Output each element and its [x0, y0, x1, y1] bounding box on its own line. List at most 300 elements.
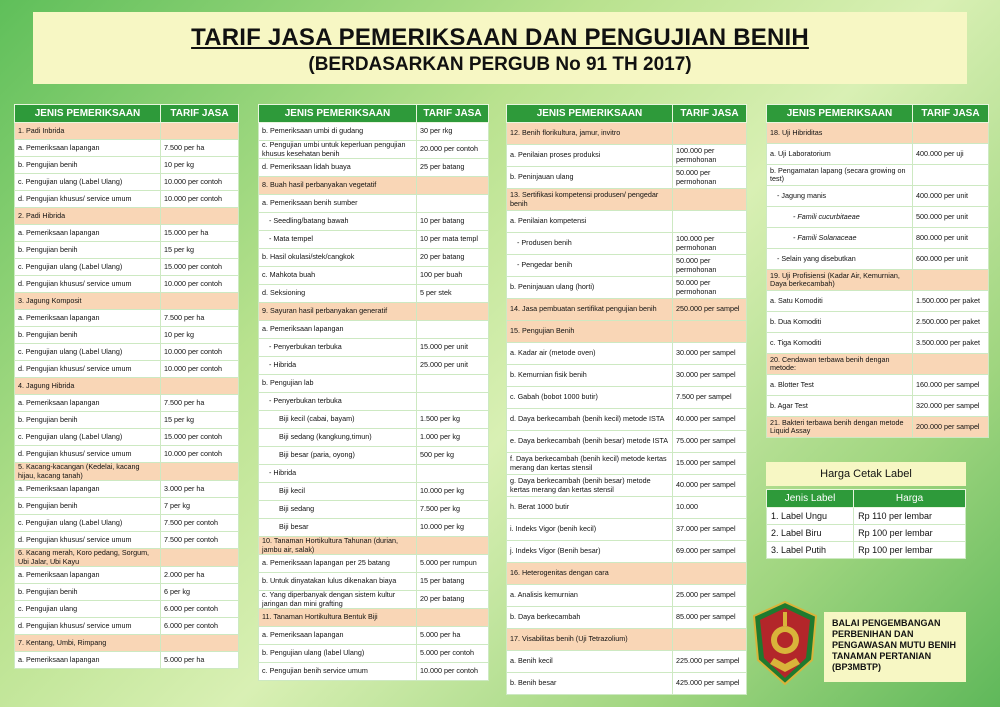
item-label: d. Pengujian khusus/ service umum [15, 276, 161, 293]
item-tariff [161, 378, 239, 395]
item-label: a. Analisis kemurnian [507, 585, 673, 607]
item-label: c. Pengujian ulang (Label Ulang) [15, 344, 161, 361]
item-label: d. Pengujian khusus/ service umum [15, 532, 161, 549]
item-label: e. Daya berkecambah (benih besar) metode ISTA [507, 431, 673, 453]
section-row [15, 549, 239, 567]
item-label: Biji besar [259, 519, 417, 537]
item-label: - Hibrida [259, 465, 417, 483]
item-tariff: 15.000 per unit [417, 339, 489, 357]
tariff-table [766, 104, 989, 438]
item-label: b. Daya berkecambah [507, 607, 673, 629]
item-tariff: 600.000 per unit [913, 249, 989, 270]
table-row [259, 213, 489, 231]
item-tariff: 50.000 per permohonan [673, 277, 747, 299]
item-tariff: 25 per batang [417, 159, 489, 177]
table-row [259, 321, 489, 339]
item-tariff: 160.000 per sampel [913, 375, 989, 396]
item-label: b. Pengujian benih [15, 327, 161, 344]
item-tariff: 10 per kg [161, 327, 239, 344]
table-row [259, 519, 489, 537]
item-label: 19. Uji Profisiensi (Kadar Air, Kemurnian, Daya berkecambah) [767, 270, 913, 291]
item-label: a. Pemeriksaan lapangan [259, 321, 417, 339]
item-label: Biji kecil (cabai, bayam) [259, 411, 417, 429]
item-tariff: 7.500 per ha [161, 395, 239, 412]
province-emblem-icon [748, 598, 822, 688]
item-label: a. Pemeriksaan lapangan [15, 310, 161, 327]
table-row [507, 277, 747, 299]
item-tariff: 30.000 per sampel [673, 365, 747, 387]
institution-line: TANAMAN PERTANIAN [832, 651, 932, 661]
table-row [15, 446, 239, 463]
table-row [507, 387, 747, 409]
item-tariff [673, 211, 747, 233]
item-label: a. Pemeriksaan benih sumber [259, 195, 417, 213]
item-tariff: 6.000 per contoh [161, 601, 239, 618]
item-label: d. Pengujian khusus/ service umum [15, 191, 161, 208]
item-label: 16. Heterogenitas dengan cara [507, 563, 673, 585]
item-label: 20. Cendawan terbawa benih dengan metode: [767, 354, 913, 375]
item-tariff [417, 303, 489, 321]
table-header-tarif: TARIF JASA [673, 105, 747, 123]
item-label: 11. Tanaman Hortikultura Bentuk Biji [259, 609, 417, 627]
item-tariff: 7.500 per ha [161, 310, 239, 327]
item-tariff: 5.000 per rumpun [417, 555, 489, 573]
item-label: 7. Kentang, Umbi, Rimpang [15, 635, 161, 652]
item-label: c. Yang diperbanyak dengan sistem kultur jaringan dan mini grafting [259, 591, 417, 609]
item-label: - Selain yang disebutkan [767, 249, 913, 270]
item-label: b. Kemurnian fisik benih [507, 365, 673, 387]
item-label: c. Mahkota buah [259, 267, 417, 285]
tariff-column-4 [766, 104, 988, 438]
label-row [767, 542, 966, 559]
item-tariff: 1.500.000 per paket [913, 291, 989, 312]
item-tariff [161, 549, 239, 567]
item-label: a. Pemeriksaan lapangan [259, 627, 417, 645]
item-label: b. Pengujian benih [15, 412, 161, 429]
item-tariff [417, 537, 489, 555]
label-price-table [766, 489, 966, 559]
item-tariff: 5.000 per contoh [417, 645, 489, 663]
table-row [259, 267, 489, 285]
item-label: b. Peninjauan ulang (horti) [507, 277, 673, 299]
tariff-table [506, 104, 747, 695]
item-label: - Famili Solanaceae [767, 228, 913, 249]
item-label: i. Indeks Vigor (benih kecil) [507, 519, 673, 541]
item-tariff: 10 per kg [161, 157, 239, 174]
item-label: 12. Benih florikultura, jamur, invitro [507, 123, 673, 145]
item-label: 4. Jagung Hibrida [15, 378, 161, 395]
item-label: - Hibrida [259, 357, 417, 375]
item-tariff [417, 465, 489, 483]
section-row [507, 189, 747, 211]
label-price-box [766, 462, 966, 559]
table-row [507, 453, 747, 475]
table-row [507, 585, 747, 607]
item-tariff: 225.000 per sampel [673, 651, 747, 673]
table-row [15, 259, 239, 276]
table-row [15, 140, 239, 157]
table-row [15, 532, 239, 549]
item-tariff: 7.500 per contoh [161, 532, 239, 549]
section-row [507, 629, 747, 651]
item-tariff: 800.000 per unit [913, 228, 989, 249]
tariff-table [258, 104, 489, 681]
table-row [15, 344, 239, 361]
item-label: a. Pemeriksaan lapangan per 25 batang [259, 555, 417, 573]
table-row [767, 165, 989, 186]
item-tariff [673, 321, 747, 343]
item-tariff: 40.000 per sampel [673, 475, 747, 497]
item-tariff: 7.500 per contoh [161, 515, 239, 532]
table-row [507, 409, 747, 431]
item-label: b. Pemeriksaan umbi di gudang [259, 123, 417, 141]
item-tariff [161, 463, 239, 481]
item-label: Biji besar (paria, oyong) [259, 447, 417, 465]
item-tariff: 7.500 per ha [161, 140, 239, 157]
table-row [15, 361, 239, 378]
table-row [767, 375, 989, 396]
item-label: b. Dua Komoditi [767, 312, 913, 333]
table-row [15, 481, 239, 498]
table-row [259, 411, 489, 429]
item-label: - Penyerbukan terbuka [259, 339, 417, 357]
item-tariff: 30 per rkg [417, 123, 489, 141]
item-tariff: 20.000 per contoh [417, 141, 489, 159]
table-row [259, 285, 489, 303]
item-label: 3. Jagung Komposit [15, 293, 161, 310]
section-row [259, 303, 489, 321]
table-row [259, 357, 489, 375]
table-row [767, 186, 989, 207]
item-tariff: 320.000 per sampel [913, 396, 989, 417]
item-tariff: 10.000 per contoh [417, 663, 489, 681]
item-label: b. Pengujian lab [259, 375, 417, 393]
section-row [15, 635, 239, 652]
table-row [507, 145, 747, 167]
item-label: - Famili cucurbitaeae [767, 207, 913, 228]
item-label: b. Agar Test [767, 396, 913, 417]
table-header-tarif: TARIF JASA [913, 105, 989, 123]
section-row [507, 123, 747, 145]
item-label: c. Pengujian ulang (Label Ulang) [15, 515, 161, 532]
item-label: b. Pengujian benih [15, 584, 161, 601]
item-tariff: 10.000 per kg [417, 519, 489, 537]
table-header-tarif: TARIF JASA [417, 105, 489, 123]
item-label: a. Pemeriksaan lapangan [15, 225, 161, 242]
section-row [259, 609, 489, 627]
item-tariff: 15.000 per ha [161, 225, 239, 242]
item-tariff [913, 123, 989, 144]
label-name: 1. Label Ungu [767, 508, 854, 525]
table-row [259, 465, 489, 483]
item-tariff: 10.000 per contoh [161, 361, 239, 378]
institution-line: PENGAWASAN MUTU BENIH [832, 640, 957, 650]
item-label: 14. Jasa pembuatan sertifikat pengujian benih [507, 299, 673, 321]
table-row [507, 497, 747, 519]
item-tariff: 5 per stek [417, 285, 489, 303]
table-row [15, 618, 239, 635]
item-tariff: 500.000 per unit [913, 207, 989, 228]
section-row [15, 378, 239, 395]
table-header-jenis: JENIS PEMERIKSAAN [15, 105, 161, 123]
item-tariff [673, 189, 747, 211]
item-tariff: 400.000 per uji [913, 144, 989, 165]
item-label: a. Pemeriksaan lapangan [15, 567, 161, 584]
table-row [15, 412, 239, 429]
item-tariff [417, 375, 489, 393]
item-label: j. Indeks Vigor (Benih besar) [507, 541, 673, 563]
table-row [259, 555, 489, 573]
item-label: - Seedling/batang bawah [259, 213, 417, 231]
item-tariff: 10.000 per contoh [161, 276, 239, 293]
table-row [767, 333, 989, 354]
page-title: TARIF JASA PEMERIKSAAN DAN PENGUJIAN BENIH [191, 24, 809, 51]
item-tariff [417, 393, 489, 411]
item-label: b. Pengujian ulang (label Ulang) [259, 645, 417, 663]
item-label: d. Pengujian khusus/ service umum [15, 361, 161, 378]
section-row [15, 293, 239, 310]
table-header-jenis: JENIS PEMERIKSAAN [259, 105, 417, 123]
table-row [259, 159, 489, 177]
item-label: 5. Kacang-kacangan (Kedelai, kacang hijau, kacang tanah) [15, 463, 161, 481]
item-tariff [913, 354, 989, 375]
item-tariff: 15.000 per contoh [161, 259, 239, 276]
table-row [507, 519, 747, 541]
table-row [507, 651, 747, 673]
table-row [259, 231, 489, 249]
section-row [767, 354, 989, 375]
item-tariff [913, 270, 989, 291]
item-label: 15. Pengujian Benih [507, 321, 673, 343]
item-tariff: 500 per kg [417, 447, 489, 465]
label-head-harga: Harga [854, 490, 966, 508]
item-tariff: 425.000 per sampel [673, 673, 747, 695]
section-row [15, 208, 239, 225]
item-tariff: 6 per kg [161, 584, 239, 601]
item-label: a. Pemeriksaan lapangan [15, 481, 161, 498]
item-tariff: 10.000 [673, 497, 747, 519]
item-tariff: 2.500.000 per paket [913, 312, 989, 333]
section-row [259, 177, 489, 195]
item-tariff: 20 per batang [417, 591, 489, 609]
item-label: 6. Kacang merah, Koro pedang, Sorgum, Ubi Jalar, Ubi Kayu [15, 549, 161, 567]
table-row [15, 225, 239, 242]
item-tariff: 37.000 per sampel [673, 519, 747, 541]
table-header-tarif: TARIF JASA [161, 105, 239, 123]
item-label: 9. Sayuran hasil perbanyakan generatif [259, 303, 417, 321]
item-tariff: 7.500 per kg [417, 501, 489, 519]
item-tariff: 50.000 per permohonan [673, 167, 747, 189]
table-row [767, 396, 989, 417]
table-row [767, 249, 989, 270]
item-tariff [417, 321, 489, 339]
table-header-jenis: JENIS PEMERIKSAAN [507, 105, 673, 123]
item-tariff: 2.000 per ha [161, 567, 239, 584]
table-row [15, 515, 239, 532]
item-tariff: 1.000 per kg [417, 429, 489, 447]
item-label: 8. Buah hasil perbanyakan vegetatif [259, 177, 417, 195]
item-tariff: 15.000 per contoh [161, 429, 239, 446]
item-label: Biji kecil [259, 483, 417, 501]
table-row [259, 447, 489, 465]
item-tariff: 10 per batang [417, 213, 489, 231]
item-label: 17. Visabilitas benih (Uji Tetrazolium) [507, 629, 673, 651]
tariff-column-1 [14, 104, 238, 669]
item-tariff: 85.000 per sampel [673, 607, 747, 629]
item-label: a. Pemeriksaan lapangan [15, 395, 161, 412]
item-label: a. Penilaian proses produksi [507, 145, 673, 167]
table-row [259, 393, 489, 411]
table-row [15, 498, 239, 515]
table-row [507, 167, 747, 189]
item-label: - Penyerbukan terbuka [259, 393, 417, 411]
table-row [507, 673, 747, 695]
item-tariff: 15.000 per sampel [673, 453, 747, 475]
tariff-table [14, 104, 239, 669]
section-row [767, 417, 989, 438]
item-label: b. Benih besar [507, 673, 673, 695]
item-label: b. Hasil okulasi/stek/cangkok [259, 249, 417, 267]
table-row [259, 501, 489, 519]
table-row [15, 429, 239, 446]
item-tariff [161, 208, 239, 225]
label-price: Rp 100 per lembar [854, 542, 966, 559]
table-row [259, 483, 489, 501]
table-row [767, 228, 989, 249]
item-tariff: 400.000 per unit [913, 186, 989, 207]
item-label: a. Kadar air (metode oven) [507, 343, 673, 365]
table-row [15, 395, 239, 412]
item-tariff: 10.000 per contoh [161, 446, 239, 463]
item-tariff: 40.000 per sampel [673, 409, 747, 431]
item-label: - Produsen benih [507, 233, 673, 255]
item-label: - Pengedar benih [507, 255, 673, 277]
item-label: c. Pengujian benih service umum [259, 663, 417, 681]
table-row [507, 211, 747, 233]
item-tariff [161, 123, 239, 140]
item-tariff: 30.000 per sampel [673, 343, 747, 365]
item-label: a. Pemeriksaan lapangan [15, 652, 161, 669]
table-row [507, 233, 747, 255]
item-label: 21. Bakteri terbawa benih dengan metode Liquid Assay [767, 417, 913, 438]
section-row [767, 270, 989, 291]
table-row [767, 312, 989, 333]
table-row [15, 567, 239, 584]
item-label: c. Tiga Komoditi [767, 333, 913, 354]
institution-box [824, 612, 966, 682]
item-tariff [161, 293, 239, 310]
section-row [15, 123, 239, 140]
tariff-column-2 [258, 104, 488, 681]
label-price: Rp 110 per lembar [854, 508, 966, 525]
item-tariff: 7.500 per sampel [673, 387, 747, 409]
label-row [767, 525, 966, 542]
item-tariff: 200.000 per sampel [913, 417, 989, 438]
section-row [767, 123, 989, 144]
table-row [15, 174, 239, 191]
item-label: 18. Uji Hibriditas [767, 123, 913, 144]
item-label: 1. Padi Inbrida [15, 123, 161, 140]
item-label: 13. Sertifikasi kompetensi produsen/ pengedar benih [507, 189, 673, 211]
item-tariff [417, 177, 489, 195]
item-tariff [417, 609, 489, 627]
item-label: a. Blotter Test [767, 375, 913, 396]
table-row [507, 255, 747, 277]
tariff-column-3 [506, 104, 746, 695]
institution-line: (BP3MBTP) [832, 662, 881, 672]
item-tariff [417, 195, 489, 213]
item-label: 2. Padi Hibrida [15, 208, 161, 225]
table-row [259, 627, 489, 645]
item-tariff: 1.500 per kg [417, 411, 489, 429]
section-row [507, 321, 747, 343]
table-row [259, 645, 489, 663]
item-label: b. Pengujian benih [15, 498, 161, 515]
item-label: b. Pengujian benih [15, 242, 161, 259]
item-label: c. Pengujian ulang (Label Ulang) [15, 174, 161, 191]
table-row [259, 573, 489, 591]
item-label: 10. Tanaman Hortikultura Tahunan (durian, jambu air, salak) [259, 537, 417, 555]
table-row [259, 663, 489, 681]
table-row [507, 475, 747, 497]
item-tariff: 25.000 per unit [417, 357, 489, 375]
item-label: Biji sedang (kangkung,timun) [259, 429, 417, 447]
table-row [259, 249, 489, 267]
item-label: d. Seksioning [259, 285, 417, 303]
table-row [259, 375, 489, 393]
item-label: h. Berat 1000 butir [507, 497, 673, 519]
item-tariff [673, 123, 747, 145]
item-tariff: 250.000 per sampel [673, 299, 747, 321]
item-tariff: 69.000 per sampel [673, 541, 747, 563]
item-tariff: 100.000 per permohonan [673, 145, 747, 167]
item-tariff: 100.000 per permohonan [673, 233, 747, 255]
item-tariff: 7 per kg [161, 498, 239, 515]
table-row [767, 207, 989, 228]
item-label: a. Satu Komoditi [767, 291, 913, 312]
page-subtitle: (BERDASARKAN PERGUB No 91 TH 2017) [308, 54, 692, 75]
item-tariff: 10.000 per kg [417, 483, 489, 501]
item-label: b. Untuk dinyatakan lulus dikenakan biaya [259, 573, 417, 591]
table-row [259, 195, 489, 213]
item-tariff: 100 per buah [417, 267, 489, 285]
item-tariff: 20 per batang [417, 249, 489, 267]
section-row [507, 299, 747, 321]
item-label: - Mata tempel [259, 231, 417, 249]
item-tariff: 50.000 per permohonan [673, 255, 747, 277]
table-row [259, 141, 489, 159]
item-tariff: 10.000 per contoh [161, 174, 239, 191]
table-row [507, 607, 747, 629]
item-label: d. Pengujian khusus/ service umum [15, 446, 161, 463]
table-row [15, 601, 239, 618]
item-label: f. Daya berkecambah (benih kecil) metode kertas merang dan kertas stensil [507, 453, 673, 475]
item-tariff: 75.000 per sampel [673, 431, 747, 453]
title-banner [33, 12, 967, 84]
item-tariff [913, 165, 989, 186]
section-row [15, 463, 239, 481]
table-row [767, 144, 989, 165]
item-tariff: 6.000 per contoh [161, 618, 239, 635]
item-label: d. Daya berkecambah (benih kecil) metode ISTA [507, 409, 673, 431]
item-label: c. Pengujian umbi untuk keperluan pengujian khusus kesehatan benih [259, 141, 417, 159]
label-name: 3. Label Putih [767, 542, 854, 559]
table-row [507, 541, 747, 563]
table-header-jenis: JENIS PEMERIKSAAN [767, 105, 913, 123]
institution-line: BALAI PENGEMBANGAN [832, 618, 941, 628]
item-tariff: 15 per kg [161, 242, 239, 259]
item-tariff: 5.000 per ha [161, 652, 239, 669]
